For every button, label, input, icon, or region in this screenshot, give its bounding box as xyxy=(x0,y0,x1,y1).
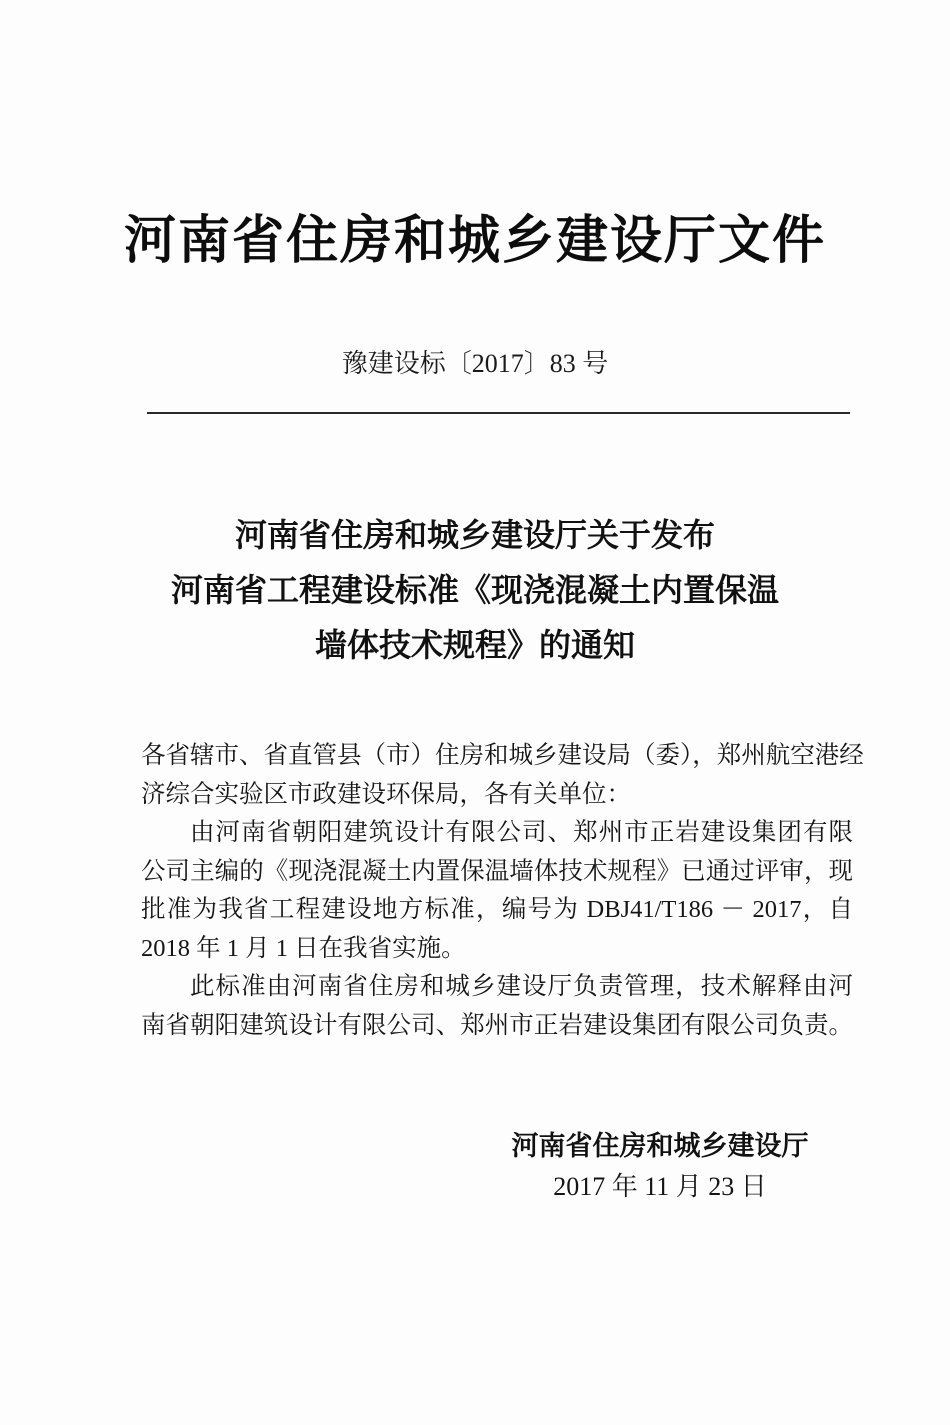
addressee-line: 济综合实验区市政建设环保局，各有关单位： xyxy=(141,780,631,808)
body-paragraph-line: 公司主编的《现浇混凝土内置保温墙体技术规程》已通过评审，现 xyxy=(141,857,853,885)
document-masthead: 河南省住房和城乡建设厅文件 xyxy=(123,210,826,271)
notice-title-line: 河南省住房和城乡建设厅关于发布 xyxy=(234,516,715,554)
notice-title-line: 河南省工程建设标准《现浇混凝土内置保温 xyxy=(170,571,779,609)
notice-title-line: 墙体技术规程》的通知 xyxy=(314,626,635,664)
notice-title xyxy=(0,508,950,673)
body-paragraph-line: 批准为我省工程建设地方标准，编号为 DBJ41/T186 － 2017，自 xyxy=(141,896,853,923)
addressee-line: 各省辖市、省直管县（市）住房和城乡建设局（委），郑州航空港经 xyxy=(141,742,864,769)
body-paragraph-line: 南省朝阳建筑设计有限公司、郑州市正岩建设集团有限公司负责。 xyxy=(141,1011,853,1039)
header-divider xyxy=(147,412,850,414)
body-paragraph-line: 2018 年 1 月 1 日在我省实施。 xyxy=(141,934,466,962)
body-paragraph-line: 由河南省朝阳建筑设计有限公司、郑州市正岩建设集团有限 xyxy=(190,819,853,846)
body-paragraph-line: 此标准由河南省住房和城乡建设厅负责管理，技术解释由河 xyxy=(190,973,853,1000)
document-number: 豫建设标〔2017〕83 号 xyxy=(341,349,609,378)
notice-body xyxy=(141,737,864,1045)
signature-block xyxy=(490,1127,830,1207)
signing-date: 2017 年 11 月 23 日 xyxy=(553,1172,767,1201)
signing-organization: 河南省住房和城乡建设厅 xyxy=(511,1131,809,1162)
